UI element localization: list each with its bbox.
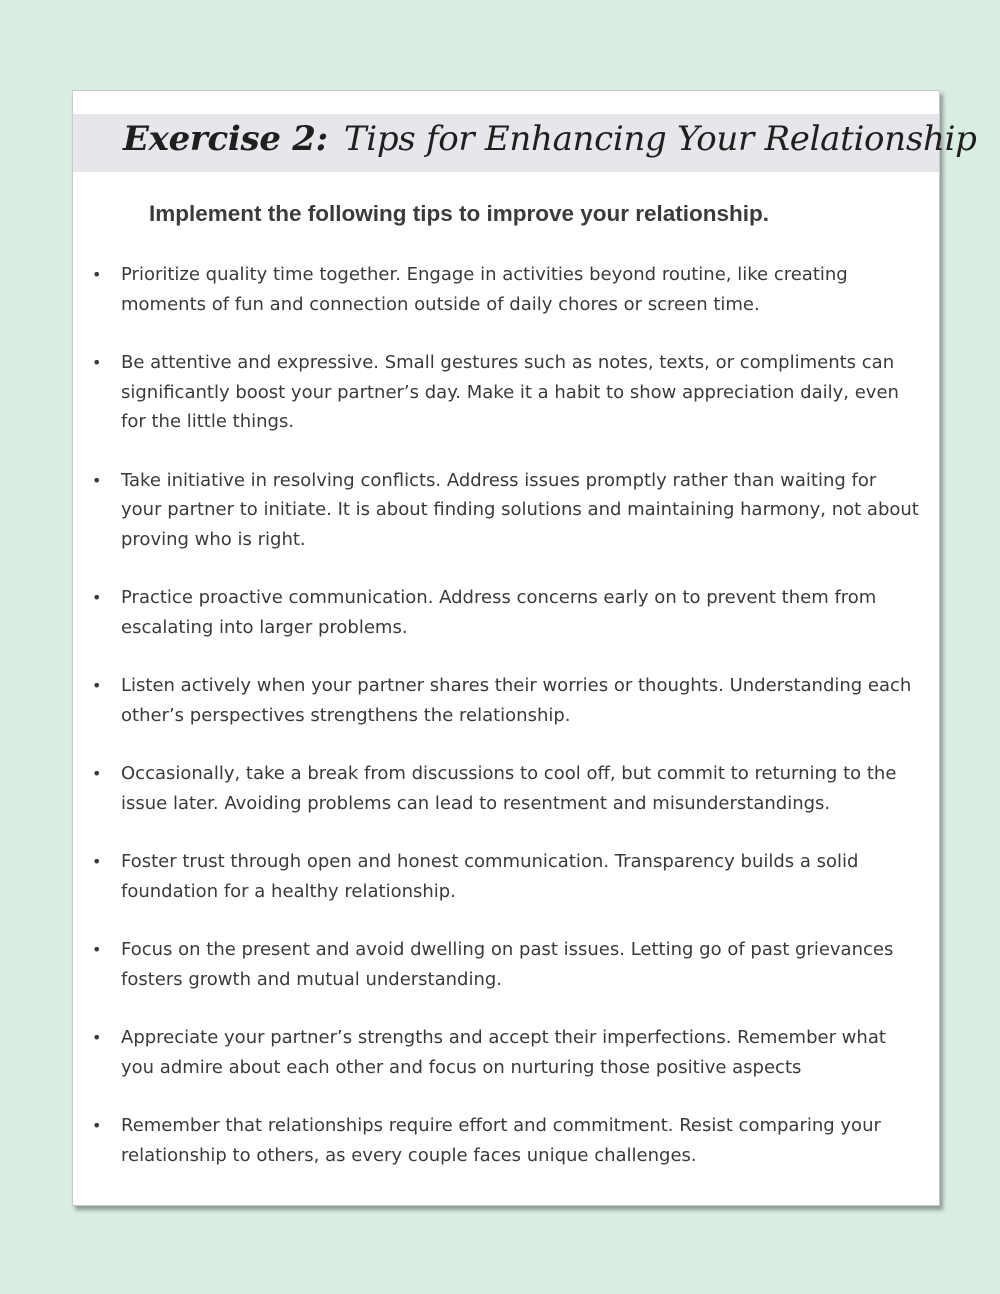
- tip-text: Remember that relationships require effort and commitment. Resist comparing your relationship to others, as every couple faces unique challenges.: [121, 1115, 881, 1166]
- tip-text: Appreciate your partner’s strengths and accept their imperfections. Remember what you admire about each other and focus on nurturing those positive aspects: [121, 1027, 886, 1078]
- bullet: •: [92, 764, 102, 783]
- tip-text: Occasionally, take a break from discussions to cool off, but commit to returning to the issue later. Avoiding problems can lead to resentment and misunderstandings.: [121, 763, 897, 814]
- tip-text: Be attentive and expressive. Small gestures such as notes, texts, or compliments can significantly boost your partner’s day. Make it a habit to show appreciation daily, even for the little things.: [121, 352, 899, 432]
- list-item: [92, 671, 921, 730]
- worksheet-page: [72, 90, 977, 1206]
- tip-text: Focus on the present and avoid dwelling on past issues. Letting go of past grievances fosters growth and mutual understanding.: [121, 939, 894, 990]
- bullet: •: [92, 470, 102, 490]
- list-item: [92, 1023, 921, 1082]
- tip-text: Prioritize quality time together. Engage in activities beyond routine, like creating moments of fun and connection outside of daily chores or screen time.: [121, 264, 848, 315]
- list-item: [92, 1111, 921, 1170]
- tip-text: Foster trust through open and honest communication. Transparency builds a solid foundation for a healthy relationship.: [121, 851, 859, 902]
- bullet: •: [92, 852, 102, 871]
- title-text: Tips for Enhancing Your Relationship: [343, 119, 977, 159]
- tip-text: Take initiative in resolving conflicts. Address issues promptly rather than waiting for your partner to initiate. It is about finding solutions and maintaining harmony, not about proving who is right.: [121, 469, 919, 550]
- list-item: [92, 583, 921, 642]
- list-item: [92, 847, 921, 906]
- tip-text: Listen actively when your partner shares their worries or thoughts. Understanding each other’s perspectives strengthens the relationship.: [121, 675, 912, 726]
- intro-text: Implement the following tips to improve your relationship.: [149, 201, 770, 226]
- exercise-label: Exercise 2:: [123, 119, 328, 159]
- list-item: [92, 759, 921, 818]
- bullet: •: [92, 940, 102, 959]
- tip-text: Practice proactive communication. Address concerns early on to prevent them from escalating into larger problems.: [121, 587, 877, 638]
- bullet: •: [92, 588, 102, 607]
- tips-list: [92, 260, 921, 1199]
- list-item: [92, 260, 921, 319]
- bullet: •: [92, 265, 102, 284]
- list-item: [92, 935, 921, 994]
- list-item: [92, 348, 921, 437]
- page-title: [123, 119, 977, 159]
- bullet: •: [92, 1116, 102, 1135]
- bullet: •: [92, 1028, 102, 1047]
- list-item: [92, 466, 921, 555]
- bullet: •: [92, 676, 102, 695]
- bullet: •: [92, 353, 102, 372]
